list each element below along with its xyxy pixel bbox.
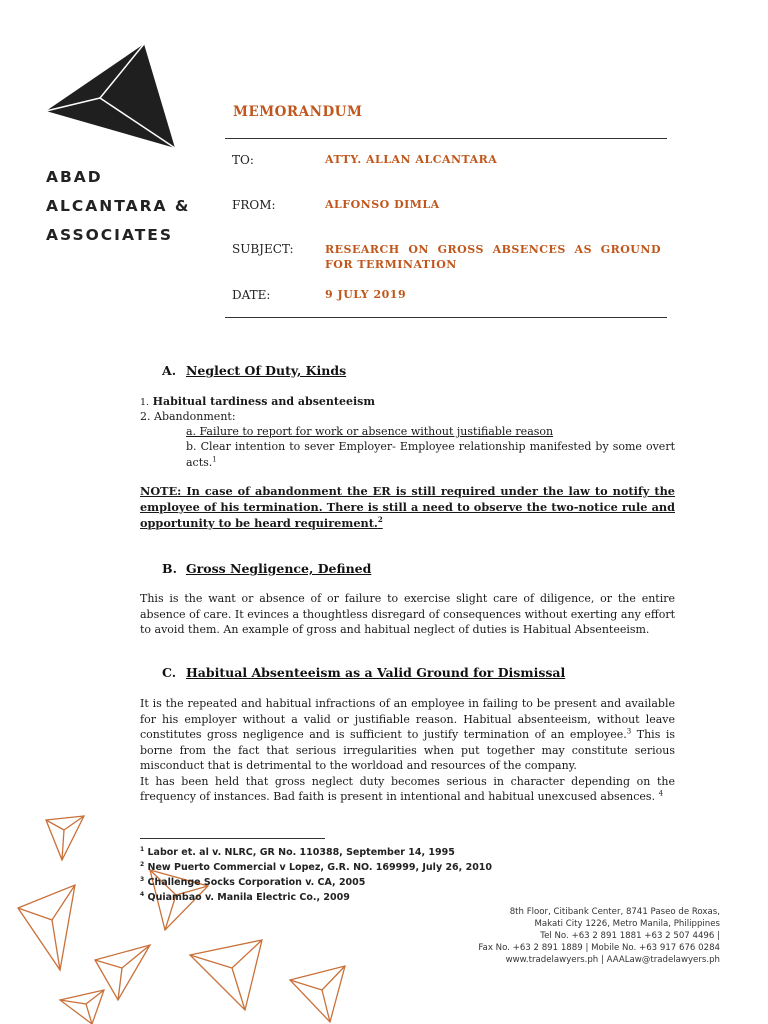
sub-item-b bbox=[186, 439, 675, 470]
footnote-number: 2 bbox=[140, 860, 145, 868]
section-letter: C. bbox=[162, 665, 177, 680]
triangle-logo-icon bbox=[40, 38, 190, 158]
address-line: Fax No. +63 2 891 1889 | Mobile No. +63 917 676 0284 bbox=[478, 943, 720, 953]
footnote-number: 4 bbox=[140, 890, 145, 898]
header-bottom-rule bbox=[225, 317, 667, 318]
section-title: Gross Negligence, Defined bbox=[186, 561, 372, 576]
footnote-text: Quiambao v. Manila Electric Co., 2009 bbox=[147, 892, 350, 903]
footnote bbox=[140, 892, 350, 903]
list-number: 2. bbox=[140, 410, 151, 423]
from-label: FROM: bbox=[232, 198, 276, 212]
section-c-body bbox=[140, 696, 675, 805]
section-b-heading bbox=[162, 561, 371, 576]
footnote bbox=[140, 862, 492, 873]
from-value: ALFONSO DIMLA bbox=[325, 198, 440, 211]
firm-name-line: ASSOCIATES bbox=[46, 226, 174, 244]
sub-item-a: a. Failure to report for work or absence without justifiable reason bbox=[186, 425, 554, 438]
footnote-ref: 4 bbox=[658, 789, 664, 798]
footnote-number: 1 bbox=[140, 845, 145, 853]
subject-label: SUBJECT: bbox=[232, 242, 294, 256]
triangle-pattern-icon bbox=[0, 790, 360, 1024]
footnote-ref: 1 bbox=[212, 454, 217, 463]
section-a-heading bbox=[162, 363, 346, 378]
address-block bbox=[478, 906, 720, 966]
section-letter: B. bbox=[162, 561, 177, 576]
footnote-text: Challenge Socks Corporation v. CA, 2005 bbox=[147, 877, 366, 888]
paragraph-text: It has been held that gross neglect duty becomes serious in character depending on the frequency of instances. Bad faith is present in intentional and habitual unexcused absences. bbox=[140, 774, 675, 803]
firm-name bbox=[46, 163, 190, 250]
header-top-rule bbox=[225, 138, 667, 139]
note-paragraph bbox=[140, 483, 675, 531]
section-title: Habitual Absenteeism as a Valid Ground for Dismissal bbox=[186, 665, 566, 680]
list-text: Habitual tardiness and absenteeism bbox=[152, 395, 376, 408]
footnote bbox=[140, 877, 365, 888]
paragraph-text: It is the repeated and habitual infractions of an employee in failing to be present and available for his employer without a valid or justifiable reason. Habitual absenteeism, without leave constitutes gross negligence and is sufficient to justify termination of an employee. bbox=[140, 697, 675, 741]
subject-value: RESEARCH ON GROSS ABSENCES AS GROUND FOR TERMINATION bbox=[325, 243, 661, 271]
footnote-ref: 3 bbox=[626, 727, 632, 736]
address-line: Makati City 1226, Metro Manila, Philippines bbox=[534, 919, 720, 929]
section-letter: A. bbox=[162, 363, 177, 378]
section-c-heading bbox=[162, 665, 565, 680]
paragraph-text: This is borne from the fact that serious irregularities when put together may constitute serious misconduct that is detrimental to the worldoad and resources of the company. bbox=[140, 728, 676, 772]
list-number: 1. bbox=[140, 397, 150, 408]
footnote-text: Labor et. al v. NLRC, GR No. 110388, September 14, 1995 bbox=[147, 847, 455, 858]
list-item bbox=[140, 409, 236, 425]
footnote-text: New Puerto Commercial v Lopez, G.R. NO. 169999, July 26, 2010 bbox=[147, 862, 493, 873]
address-line: Tel No. +63 2 891 1881 +63 2 507 4496 | bbox=[540, 931, 720, 941]
section-title: Neglect Of Duty, Kinds bbox=[186, 363, 347, 378]
firm-name-line: ABAD bbox=[46, 168, 103, 186]
footnote-number: 3 bbox=[140, 875, 145, 883]
firm-name-line: ALCANTARA & bbox=[46, 197, 191, 215]
footnote bbox=[140, 847, 455, 858]
address-line: 8th Floor, Citibank Center, 8741 Paseo de Roxas, bbox=[509, 907, 720, 917]
note-text: NOTE: In case of abandonment the ER is still required under the law to notify the employee of his termination. There is still a need to observe the two-notice rule and opportunity to be heard requirement. bbox=[140, 484, 675, 530]
section-b-body: This is the want or absence of or failure to exercise slight care of diligence, or the entire absence of care. It evinces a thoughtless disregard of consequences without exerting any effort to avoid them. An example of gross and habitual neglect of duties is Habitual Absenteeism. bbox=[140, 592, 675, 636]
to-value: ATTY. ALLAN ALCANTARA bbox=[325, 153, 498, 166]
sub-item-b-text: b. Clear intention to sever Employer- Employee relationship manifested by some overt acts. bbox=[186, 440, 675, 469]
memo-title: MEMORANDUM bbox=[233, 104, 363, 120]
footnote-rule bbox=[140, 838, 325, 839]
to-label: TO: bbox=[232, 153, 254, 167]
footnote-ref: 2 bbox=[377, 515, 383, 525]
list-text: Abandonment: bbox=[154, 410, 236, 423]
date-value: 9 JULY 2019 bbox=[325, 288, 407, 301]
date-label: DATE: bbox=[232, 288, 271, 302]
address-line: www.tradelawyers.ph | AAALaw@tradelawyers.ph bbox=[505, 955, 720, 965]
